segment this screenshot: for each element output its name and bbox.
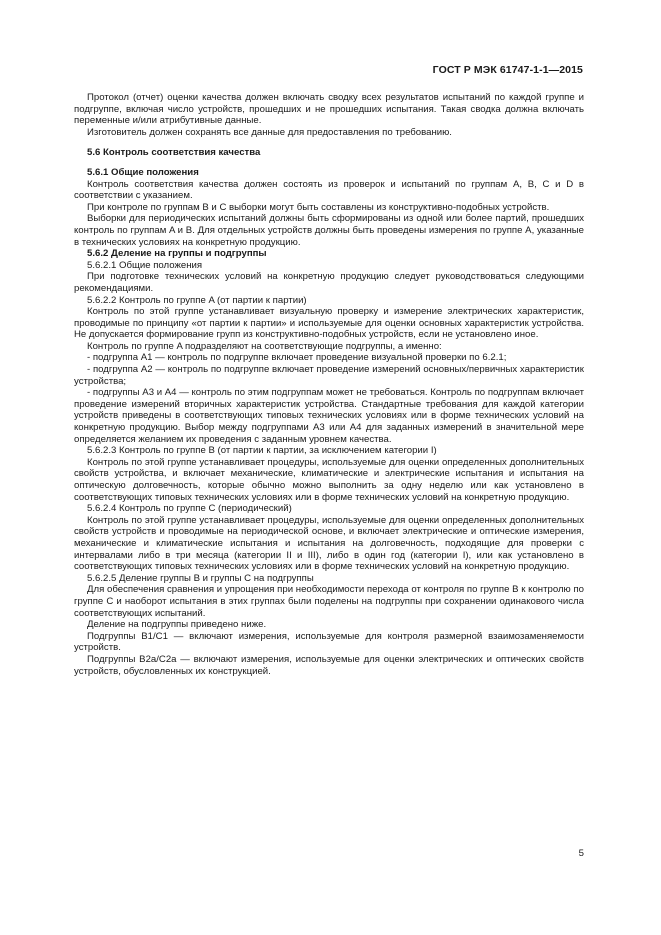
clause-heading: 5.6.2.3 Контроль по группе B (от партии к партии, за исключением категории I)	[87, 445, 437, 457]
paragraph: Выборки для периодических испытаний должны быть сформированы из одной или более партий, прошедших контроль по группам A и B. Для отдельных устройств должны быть проведены измерения по группе A, указанные в технических условиях на конкретную продукцию.	[74, 213, 584, 248]
subsection-heading: 5.6.1 Общие положения	[87, 166, 199, 178]
paragraph: При контроле по группам B и C выборки могут быть составлены из конструктивно-подобных устройств.	[87, 201, 550, 213]
list-item: - подгруппы A3 и A4 — контроль по этим подгруппам может не требоваться. Контроль по подгруппам включает проведение измерений вторичных характеристик устройства. Стандартные требования для каждой категории устройств приведены в соответствующих типовых технических условиях или в форме технических условий на конкретную продукцию. Выбор между подгруппами A3 или A4 для заданных измерений в значительной мере определяется желанием их проведения с заданным уровнем качества.	[74, 387, 584, 445]
section-heading: 5.6 Контроль соответствия качества	[87, 147, 261, 159]
paragraph: При подготовке технических условий на конкретную продукцию следует руководствоваться следующими рекомендациями.	[74, 271, 584, 294]
list-item: - подгруппа A2 — контроль по подгруппе включает проведение измерений основных/первичных характеристик устройства;	[74, 364, 584, 387]
paragraph: Контроль соответствия качества должен состоять из проверок и испытаний по группам A, B, C и D в соответствии с указанием.	[74, 178, 584, 202]
paragraph: Деление на подгруппы приведено ниже.	[87, 619, 267, 631]
paragraph: Контроль по этой группе устанавливает процедуры, используемые для оценки определенных дополнительных свойств устройства, и включает механические, климатические и электрические испытания и испытания на оптическую долговечность, которые обычно можно выполнить за одну неделю или как установлено в соответствующих типовых технических условиях или в форме технических условий на конкретную продукцию.	[74, 456, 584, 503]
paragraph: Протокол (отчет) оценки качества должен включать сводку всех результатов испытаний по каждой группе и подгруппе, включая число устройств, прошедших и не прошедших испытания. Такая сводка должна включать переменные и/или атрибутивные данные.	[74, 92, 584, 127]
subsection-heading: 5.6.2 Деление на группы и подгруппы	[87, 248, 267, 260]
paragraph: Подгруппы B1/C1 — включают измерения, используемые для контроля размерной взаимозаменяемости устройств.	[74, 630, 584, 654]
page-number: 5	[578, 848, 584, 859]
standard-header: ГОСТ Р МЭК 61747-1-1—2015	[432, 64, 583, 76]
paragraph: Изготовитель должен сохранять все данные для предоставления по требованию.	[87, 126, 452, 138]
paragraph: Для обеспечения сравнения и упрощения при необходимости перехода от контроля по группе B к контролю по группе C и наоборот испытания в этих группах были поделены на подгруппы при сохранении одинакового числа соответствующих испытаний.	[74, 584, 584, 619]
clause-heading: 5.6.2.2 Контроль по группе A (от партии к партии)	[87, 294, 307, 306]
clause-heading: 5.6.2.5 Деление группы B и группы C на подгруппы	[87, 572, 314, 584]
paragraph: Подгруппы B2a/C2a — включают измерения, используемые для оценки электрических и оптических свойств устройств, обусловленных их конструкцией.	[74, 653, 584, 677]
paragraph: Контроль по группе A подразделяют на соответствующие подгруппы, а именно:	[87, 340, 442, 352]
list-item: - подгруппа A1 — контроль по подгруппе включает проведение визуальной проверки по 6.2.1;	[87, 352, 507, 364]
clause-heading: 5.6.2.1 Общие положения	[87, 259, 203, 271]
clause-heading: 5.6.2.4 Контроль по группе C (периодический)	[87, 503, 292, 515]
paragraph: Контроль по этой группе устанавливает процедуры, используемые для оценки определенных дополнительных свойств устройств и проводимые на периодической основе, и включает электрические и оптические измерения, механические и климатические испытания и испытания на долговечность, подходящие для проверки с интервалами либо в три месяца (категории II и III), либо в один год (категории I), или как установлено в соответствующих типовых технических условиях или в форме технических условий на конкретную продукцию.	[74, 514, 584, 573]
document-body	[74, 92, 584, 677]
paragraph: Контроль по этой группе устанавливает визуальную проверку и измерение электрических характеристик, проводимые по принципу «от партии к партии» и используемые для оценки основных характеристик устройства. Не допускается формирование групп из конструктивно-подобных устройств, если не установлено иное.	[74, 306, 584, 341]
